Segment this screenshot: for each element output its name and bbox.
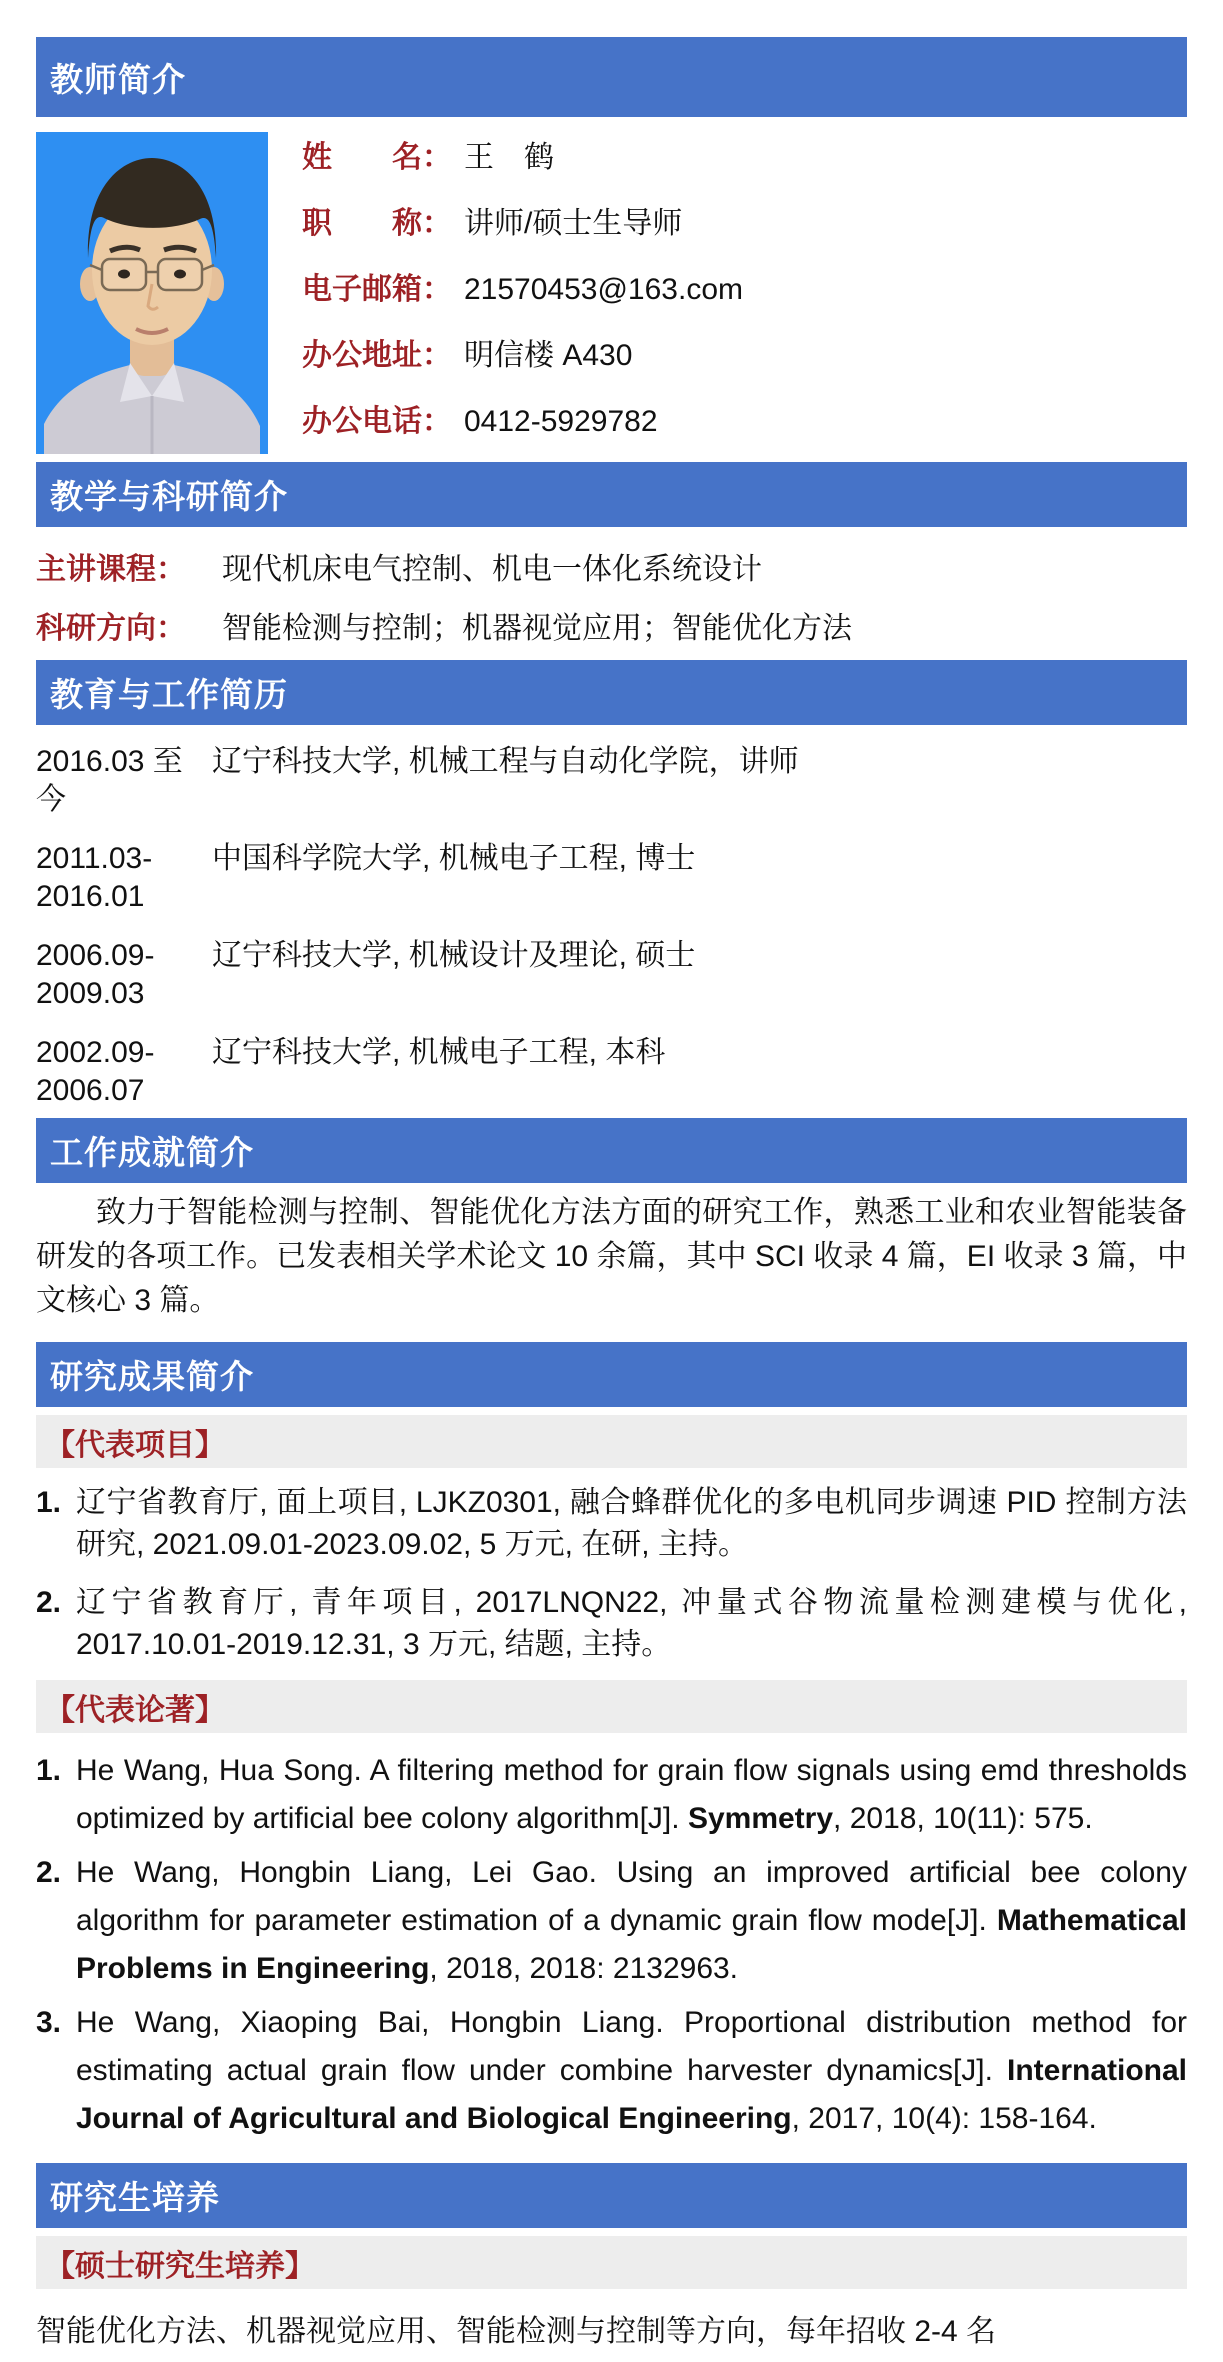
graduate-training-text: 智能优化方法、机器视觉应用、智能检测与控制等方向，每年招收 2-4 名 xyxy=(36,2315,997,2348)
subsection-master-training-heading xyxy=(36,2236,1187,2289)
field-value: 讲师/硕士生导师 xyxy=(464,207,683,240)
item-number: 2. xyxy=(36,1856,62,1889)
subsection-title: 【代表项目】 xyxy=(45,1428,225,1462)
publications-list xyxy=(36,1733,1187,2149)
portrait-photo xyxy=(36,132,268,454)
journal-name: International Journal of Agricultural and Biological Engineering xyxy=(76,2054,1187,2135)
section-title: 研究成果简介 xyxy=(50,1358,254,1395)
profile-field-row xyxy=(302,206,1187,242)
history-row xyxy=(36,937,1187,1013)
field-value: 王 鹤 xyxy=(464,141,554,174)
project-text: 辽宁省教育厅, 面上项目, LJKZ0301, 融合蜂群优化的多电机同步调速 PID 控制方法研究, 2021.09.01-2023.09.02, 5 万元, 在研, 主持。 xyxy=(76,1486,1187,1561)
profile-block xyxy=(36,132,1187,454)
publication-item xyxy=(36,1999,1187,2143)
section-title: 教育与工作简历 xyxy=(50,676,288,713)
item-number: 2. xyxy=(36,1586,62,1619)
history-detail: 辽宁科技大学, 机械工程与自动化学院，讲师 xyxy=(212,745,799,778)
row-label: 科研方向： xyxy=(36,612,186,645)
journal-name: Mathematical Problems in Engineering xyxy=(76,1904,1187,1985)
section-bar-graduate-training xyxy=(36,2163,1187,2228)
field-label: 姓 名： xyxy=(302,141,452,174)
publication-item xyxy=(36,1747,1187,1843)
subsection-title: 【代表论著】 xyxy=(45,1693,225,1727)
subsection-projects-heading xyxy=(36,1415,1187,1468)
publication-text-part: , 2018, 2018: 2132963. xyxy=(429,1952,739,1985)
subsection-publications-heading xyxy=(36,1680,1187,1733)
item-number: 1. xyxy=(36,1754,62,1787)
publication-item xyxy=(36,1849,1187,1993)
teaching-research-rows xyxy=(36,527,1187,660)
profile-field-row xyxy=(302,272,1187,308)
achievements-paragraph: 致力于智能检测与控制、智能优化方法方面的研究工作，熟悉工业和农业智能装备研发的各项工作。已发表相关学术论文 10 余篇，其中 SCI 收录 4 篇，EI 收录 3 篇，中文核心 3 篇。 xyxy=(36,1196,1187,1317)
history-detail: 中国科学院大学, 机械电子工程, 博士 xyxy=(212,842,696,875)
history-period: 2002.09-2006.07 xyxy=(36,1036,155,1107)
history-row xyxy=(36,840,1187,916)
section-bar-education-history xyxy=(36,660,1187,725)
project-item xyxy=(36,1482,1187,1566)
history-period: 2016.03 至今 xyxy=(36,745,183,816)
row-value: 现代机床电气控制、机电一体化系统设计 xyxy=(222,553,762,586)
section-bar-work-achievements xyxy=(36,1118,1187,1183)
item-number: 1. xyxy=(36,1486,62,1519)
profile-info xyxy=(268,132,1187,454)
publication-text-part: , 2018, 10(11): 575. xyxy=(833,1802,1093,1835)
publication-text xyxy=(76,1747,1187,1843)
publication-text-part: , 2017, 10(4): 158-164. xyxy=(791,2102,1097,2135)
history-detail: 辽宁科技大学, 机械电子工程, 本科 xyxy=(212,1036,666,1069)
education-history-list xyxy=(36,725,1187,1118)
project-item xyxy=(36,1582,1187,1666)
item-number: 3. xyxy=(36,2006,62,2039)
row-label: 主讲课程： xyxy=(36,553,186,586)
row-value: 智能检测与控制；机器视觉应用；智能优化方法 xyxy=(222,612,852,645)
section-title: 教学与科研简介 xyxy=(50,478,288,515)
field-label: 办公地址： xyxy=(302,339,452,372)
publication-text xyxy=(76,1849,1187,1993)
field-label: 电子邮箱： xyxy=(302,273,452,306)
subsection-title: 【硕士研究生培养】 xyxy=(45,2249,315,2283)
profile-field-row xyxy=(302,338,1187,374)
project-text: 辽宁省教育厅, 青年项目, 2017LNQN22, 冲量式谷物流量检测建模与优化, 2017.10.01-2019.12.31, 3 万元, 结题, 主持。 xyxy=(76,1586,1187,1661)
section-bar-teaching-research xyxy=(36,462,1187,527)
field-value: 0412-5929782 xyxy=(464,405,658,438)
history-row xyxy=(36,743,1187,819)
section-title: 工作成就简介 xyxy=(50,1134,254,1171)
section-title: 研究生培养 xyxy=(50,2179,220,2216)
eye-right xyxy=(174,270,186,279)
field-value: 21570453@163.com xyxy=(464,273,743,306)
profile-field-row xyxy=(302,404,1187,440)
publication-text xyxy=(76,1999,1187,2143)
publication-text-part: He Wang, Hongbin Liang, Lei Gao. Using an improved artificial bee colony algorithm for parameter estimation of a dynamic grain flow mode[J]. xyxy=(76,1856,1187,1937)
section-bar-teacher-intro xyxy=(36,37,1187,117)
profile-field-row xyxy=(302,140,1187,176)
teaching-row xyxy=(36,610,1187,648)
publication-text-part: He Wang, Xiaoping Bai, Hongbin Liang. Proportional distribution method for estimating actual grain flow under combine harvester dynamics[J]. xyxy=(76,2006,1187,2087)
history-period: 2006.09-2009.03 xyxy=(36,939,155,1010)
history-row xyxy=(36,1034,1187,1110)
field-value: 明信楼 A430 xyxy=(464,339,633,372)
history-period: 2011.03-2016.01 xyxy=(36,842,153,913)
publication-text-part: He Wang, Hua Song. A filtering method for grain flow signals using emd thresholds optimized by artificial bee colony algorithm[J]. xyxy=(76,1754,1187,1835)
teaching-row xyxy=(36,551,1187,589)
field-label: 职 称： xyxy=(302,207,452,240)
projects-list xyxy=(36,1468,1187,1672)
history-detail: 辽宁科技大学, 机械设计及理论, 硕士 xyxy=(212,939,696,972)
eye-left xyxy=(118,270,130,279)
journal-name: Symmetry xyxy=(687,1802,834,1835)
section-title: 教师简介 xyxy=(50,60,186,98)
field-label: 办公电话： xyxy=(302,405,452,438)
section-bar-research-results xyxy=(36,1342,1187,1407)
